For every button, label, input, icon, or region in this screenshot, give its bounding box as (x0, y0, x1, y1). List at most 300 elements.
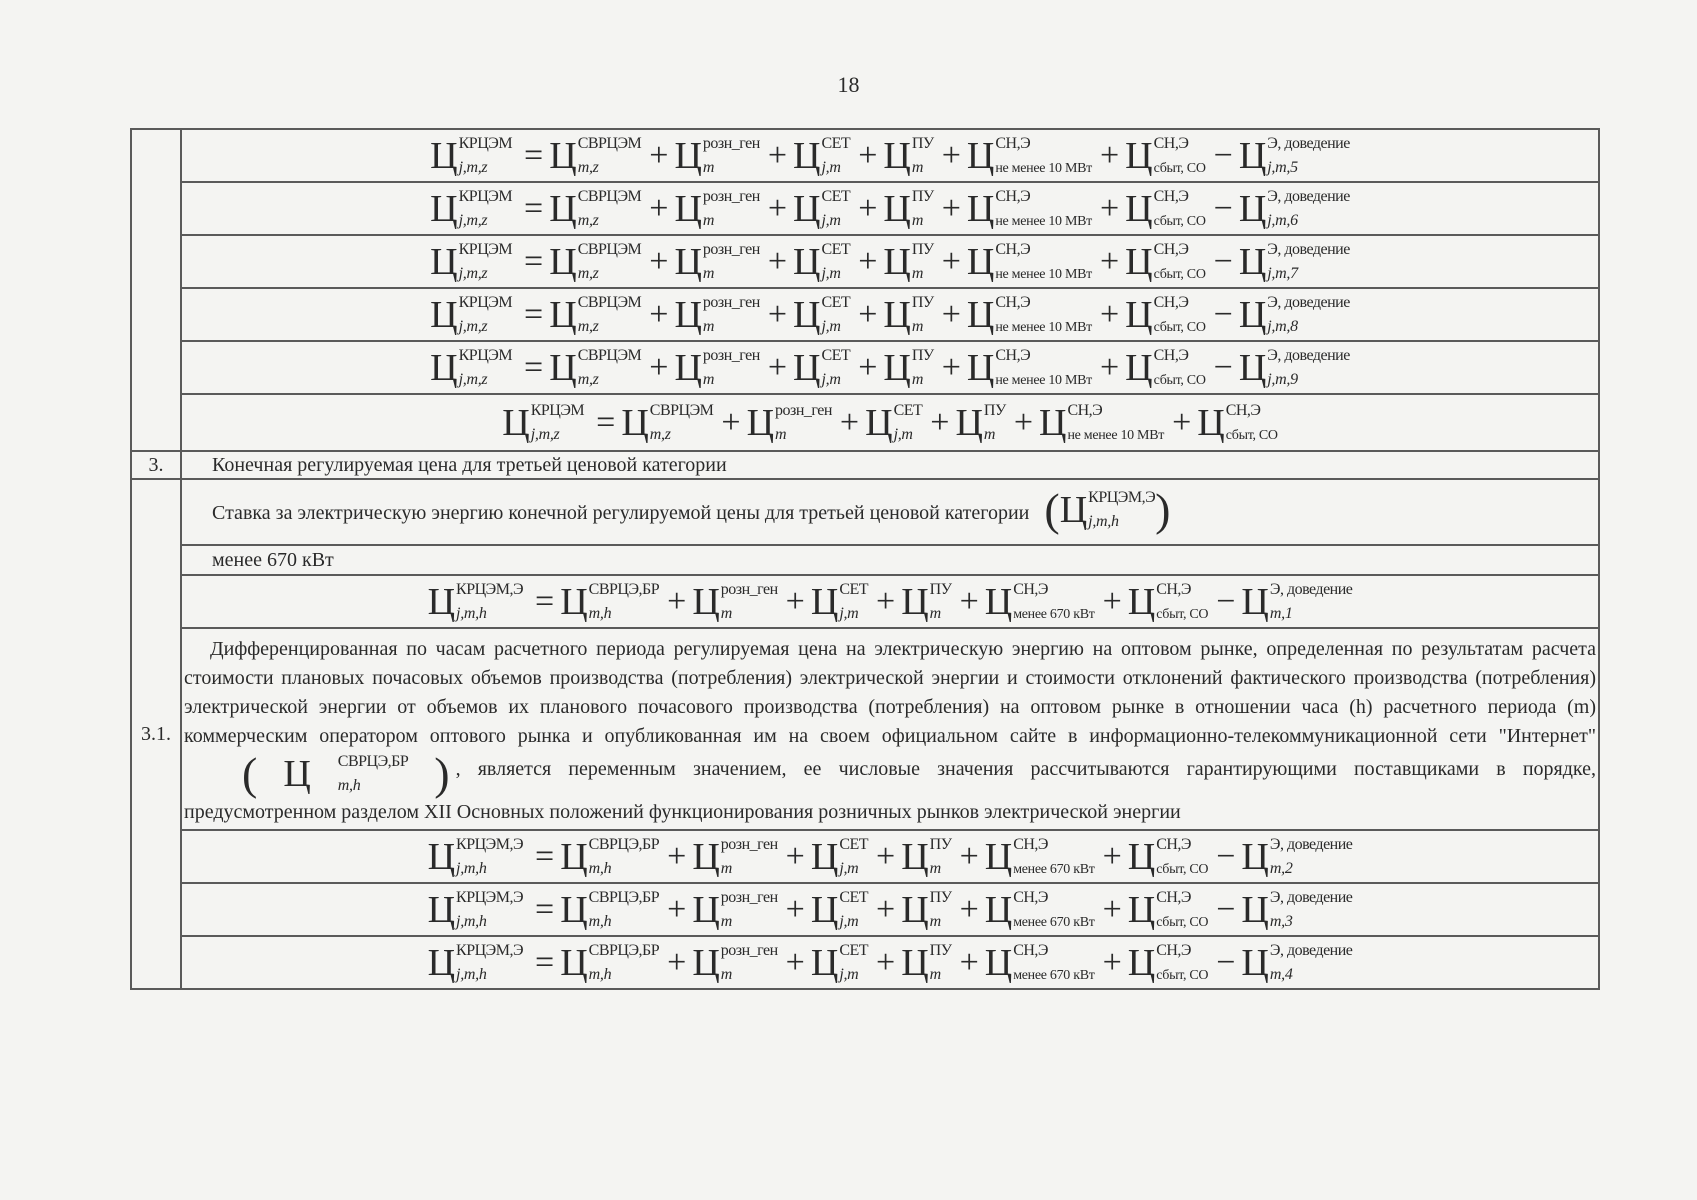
formula (430, 348, 1350, 388)
formula-term-2 (674, 295, 759, 335)
formula-term-1 (549, 295, 641, 335)
lhs-superscript: КРЦЭМ,Э (456, 888, 524, 906)
table-row (131, 129, 1599, 182)
plus-sign: + (941, 189, 961, 227)
formula-term-7 (1239, 295, 1350, 335)
plus-sign: + (649, 136, 669, 174)
formula-term-1 (560, 890, 659, 930)
paragraph-text-2: , является переменным значением, ее числовые значения рассчитываются гарантирующими поставщиками в порядке, предусмотренном разделом XII Основных положений функционирования розничных рынков электрической энергии (184, 758, 1596, 823)
equals-sign: = (524, 348, 544, 386)
price-symbol: Ц (1241, 580, 1269, 623)
term-subscript: сбыт, СО (1225, 427, 1278, 443)
term-subscript: не менее 10 МВт (1067, 427, 1165, 443)
term-superscript: розн_ген (775, 401, 832, 419)
price-table (130, 128, 1600, 990)
section-number: 3.1. (131, 479, 181, 989)
price-symbol: Ц (901, 580, 929, 623)
lhs-superscript: КРЦЭМ,Э (456, 580, 524, 598)
term-subscript: сбыт, СО (1153, 213, 1206, 229)
formula-term-4 (955, 403, 1005, 443)
term-superscript: СН,Э (995, 240, 1031, 258)
page-number: 18 (837, 72, 860, 97)
price-symbol: Ц (560, 580, 588, 623)
price-symbol: Ц (674, 187, 702, 230)
plus-sign: + (767, 242, 788, 280)
term-superscript: СВРЦЭМ (577, 187, 642, 205)
price-symbol: Ц (901, 941, 929, 984)
formula-term-4 (883, 136, 933, 176)
formula-term-2 (674, 189, 759, 229)
plus-sign: + (785, 890, 805, 928)
term-superscript: СН,Э (1156, 941, 1191, 959)
equals-sign: = (524, 136, 544, 174)
plus-sign: + (649, 348, 669, 386)
term-subscript: j,m (821, 317, 841, 335)
formula-row (181, 575, 1599, 628)
formula-lhs (428, 890, 523, 930)
table-row (131, 451, 1599, 479)
term-subscript: m,h (588, 604, 612, 622)
formula-term-4 (901, 890, 951, 930)
formula-term-3 (793, 136, 850, 176)
formula-term-1 (549, 189, 641, 229)
equals-sign: = (596, 403, 616, 441)
section-number: 3. (131, 451, 181, 479)
term-subscript: m (702, 370, 715, 388)
term-superscript: СЕТ (839, 941, 869, 959)
formula-term-6 (1128, 837, 1208, 877)
formula-term-5 (985, 582, 1095, 622)
term-subscript: m (911, 264, 924, 282)
term-subscript: m (702, 211, 715, 229)
formula (430, 136, 1350, 176)
price-symbol: Ц (810, 835, 839, 878)
capacity-caption: менее 670 кВт (181, 545, 1599, 575)
formula-term-5 (1039, 403, 1164, 443)
price-symbol: Ц (1238, 240, 1267, 283)
price-symbol: Ц (793, 187, 821, 230)
term-subscript: m,1 (1269, 604, 1293, 622)
minus-sign: − (1216, 943, 1236, 981)
price-symbol: Ц (984, 888, 1013, 931)
term-subscript: m (702, 158, 715, 176)
plus-sign: + (876, 890, 896, 928)
formula-term-4 (883, 242, 933, 282)
plus-sign: + (649, 189, 669, 227)
term-subscript: m (929, 912, 941, 930)
formula-term-1 (549, 348, 641, 388)
plus-sign: + (785, 837, 805, 875)
formula-row (181, 288, 1599, 341)
formula-lhs (430, 295, 512, 335)
term-superscript: СВРЦЭ,БР (588, 888, 660, 906)
table-row (131, 341, 1599, 394)
formula-term-6 (1125, 348, 1205, 388)
plus-sign: + (941, 348, 961, 386)
term-subscript: m,z (577, 317, 599, 335)
term-superscript: Э, доведение (1267, 240, 1350, 258)
price-symbol: Ц (549, 187, 577, 230)
formula-term-4 (883, 295, 933, 335)
table-row (131, 883, 1599, 936)
plus-sign: + (649, 295, 669, 333)
term-subscript: m,h (588, 912, 612, 930)
term-subscript: j,m (839, 965, 859, 983)
formula (428, 837, 1353, 877)
term-subscript: m,z (649, 425, 671, 443)
term-subscript: сбыт, СО (1156, 967, 1209, 983)
price-symbol: Ц (1127, 580, 1156, 623)
plus-sign: + (649, 242, 669, 280)
term-superscript: СН,Э (1013, 888, 1048, 906)
price-symbol: Ц (966, 346, 995, 389)
price-symbol: Ц (883, 293, 911, 336)
price-symbol: Ц (549, 293, 577, 336)
formula-lhs (430, 189, 512, 229)
plus-sign: + (858, 136, 878, 174)
term-subscript: m (702, 317, 715, 335)
term-subscript: менее 670 кВт (1013, 861, 1095, 877)
price-symbol: Ц (674, 293, 702, 336)
plus-sign: + (1099, 242, 1120, 280)
term-superscript: ПУ (983, 401, 1006, 419)
price-symbol: Ц (430, 346, 458, 389)
term-subscript: сбыт, СО (1156, 861, 1209, 877)
formula-term-5 (985, 890, 1095, 930)
term-superscript: СН,Э (995, 293, 1031, 311)
formula-term-6 (1128, 943, 1208, 983)
term-subscript: m,z (577, 158, 599, 176)
plus-sign: + (941, 242, 961, 280)
formula-lhs (502, 403, 584, 443)
term-subscript: m (702, 264, 715, 282)
formula-row (181, 883, 1599, 936)
formula-term-5 (985, 837, 1095, 877)
price-symbol: Ц (810, 941, 839, 984)
price-symbol: Ц (883, 240, 911, 283)
formula-term-2 (692, 943, 777, 983)
term-superscript: СН,Э (1153, 187, 1189, 205)
term-superscript: Э, доведение (1269, 888, 1353, 906)
price-symbol: Ц (674, 346, 702, 389)
plus-sign: + (930, 403, 950, 441)
term-superscript: ПУ (911, 293, 934, 311)
term-superscript: ПУ (911, 346, 934, 364)
term-subscript: j,m (893, 425, 913, 443)
price-symbol: Ц (793, 293, 821, 336)
formula-lhs (430, 242, 512, 282)
term-superscript: Э, доведение (1267, 293, 1350, 311)
price-symbol: Ц (901, 888, 929, 931)
price-symbol: Ц (1125, 346, 1153, 389)
lhs-superscript: КРЦЭМ (458, 240, 513, 258)
term-superscript: СЕТ (839, 835, 869, 853)
formula-term-5 (967, 348, 1092, 388)
plus-sign: + (767, 295, 788, 333)
term-superscript: СН,Э (1153, 134, 1189, 152)
formula-term-3 (811, 943, 868, 983)
price-symbol: Ц (793, 134, 821, 177)
formula-term-7 (1239, 242, 1350, 282)
price-symbol: Ц (1127, 888, 1156, 931)
term-subscript: m (720, 859, 733, 877)
table-row (131, 936, 1599, 989)
term-subscript: m (911, 317, 924, 335)
formula-term-7 (1241, 837, 1352, 877)
term-superscript: СВРЦЭ,БР (588, 941, 660, 959)
term-superscript: СЕТ (839, 888, 869, 906)
price-symbol: Ц (1241, 888, 1269, 931)
term-subscript: m (911, 211, 924, 229)
section-title: Конечная регулируемая цена для третьей ценовой категории (181, 451, 1599, 479)
price-symbol: Ц (692, 941, 720, 984)
formula-row (181, 394, 1599, 451)
term-superscript: розн_ген (720, 941, 778, 959)
table-row (131, 830, 1599, 883)
price-symbol: Ц (966, 134, 995, 177)
term-superscript: ПУ (929, 941, 952, 959)
formula-term-1 (560, 943, 659, 983)
term-superscript: ПУ (911, 187, 934, 205)
formula-term-6 (1128, 582, 1208, 622)
formula-row (181, 129, 1599, 182)
plus-sign: + (1172, 403, 1192, 441)
minus-sign: − (1216, 890, 1236, 928)
equals-sign: = (535, 837, 555, 875)
term-superscript: СЕТ (821, 240, 851, 258)
term-superscript: розн_ген (702, 346, 760, 364)
term-superscript: СН,Э (1013, 580, 1048, 598)
price-symbol: Ц (1125, 240, 1153, 283)
plus-sign: + (1013, 403, 1033, 441)
minus-sign: − (1213, 242, 1233, 280)
term-superscript: розн_ген (702, 187, 760, 205)
price-symbol: Ц (810, 580, 839, 623)
table-row (131, 479, 1599, 545)
term-superscript: СЕТ (839, 580, 869, 598)
formula-term-4 (901, 582, 951, 622)
formula-term-4 (901, 837, 951, 877)
price-symbol: Ц (966, 240, 995, 283)
formula-row (181, 182, 1599, 235)
term-subscript: m (720, 912, 733, 930)
lhs-subscript: j,m,h (456, 859, 487, 877)
price-symbol: Ц (692, 835, 720, 878)
term-superscript: СН,Э (1156, 888, 1191, 906)
formula-term-6 (1125, 295, 1205, 335)
formula-term-7 (1241, 582, 1352, 622)
formula-lhs (428, 582, 523, 622)
formula-row (181, 341, 1599, 394)
formula-term-4 (883, 189, 933, 229)
term-subscript: сбыт, СО (1153, 266, 1206, 282)
formula-term-3 (811, 890, 868, 930)
price-symbol: Ц (1125, 293, 1153, 336)
formula-term-3 (793, 295, 850, 335)
formula-term-7 (1239, 189, 1350, 229)
term-subscript: менее 670 кВт (1013, 606, 1095, 622)
term-superscript: СВРЦЭМ (577, 346, 642, 364)
formula-term-4 (901, 943, 951, 983)
formula-term-6 (1197, 403, 1277, 443)
plus-sign: + (1102, 837, 1122, 875)
term-subscript: j,m (839, 604, 859, 622)
formula (430, 295, 1350, 335)
term-superscript: СН,Э (1153, 293, 1189, 311)
term-subscript: менее 670 кВт (1013, 914, 1095, 930)
price-symbol: Ц (621, 401, 649, 444)
term-subscript: m,4 (1269, 965, 1293, 983)
price-symbol: Ц (955, 401, 983, 444)
plus-sign: + (667, 582, 687, 620)
term-superscript: розн_ген (702, 293, 760, 311)
price-symbol: Ц (502, 401, 530, 444)
term-subscript: сбыт, СО (1156, 606, 1209, 622)
term-subscript: не менее 10 МВт (995, 319, 1092, 335)
term-superscript: ПУ (911, 240, 934, 258)
term-subscript: j,m (821, 264, 841, 282)
rate-description-cell (181, 479, 1599, 545)
plus-sign: + (767, 348, 788, 386)
price-symbol: Ц (430, 134, 458, 177)
price-symbol: Ц (1238, 293, 1267, 336)
term-superscript: розн_ген (720, 888, 778, 906)
term-superscript: СЕТ (821, 187, 851, 205)
term-subscript: не менее 10 МВт (995, 372, 1092, 388)
formula-term-7 (1241, 890, 1352, 930)
price-symbol: Ц (1125, 134, 1153, 177)
formula-term-6 (1128, 890, 1208, 930)
formula-row (181, 235, 1599, 288)
price-symbol: Ц (430, 240, 458, 283)
formula-term-5 (985, 943, 1095, 983)
term-subscript: сбыт, СО (1153, 319, 1206, 335)
term-superscript: СЕТ (821, 346, 851, 364)
plus-sign: + (785, 582, 805, 620)
minus-sign: − (1213, 348, 1233, 386)
term-superscript: СВРЦЭМ (577, 240, 642, 258)
term-subscript: сбыт, СО (1153, 160, 1206, 176)
formula-term-5 (967, 295, 1092, 335)
term-superscript: СВРЦЭ,БР (588, 580, 660, 598)
term-subscript: m,z (577, 370, 599, 388)
term-superscript: СН,Э (1013, 835, 1048, 853)
plus-sign: + (858, 242, 878, 280)
price-symbol: Ц (1241, 835, 1269, 878)
term-superscript: Э, доведение (1269, 835, 1353, 853)
table-row (131, 575, 1599, 628)
term-subscript: m,z (577, 211, 599, 229)
price-symbol: Ц (430, 187, 458, 230)
term-subscript: m,h (588, 965, 612, 983)
term-subscript: не менее 10 МВт (995, 266, 1092, 282)
table-row (131, 545, 1599, 575)
price-symbol: Ц (549, 240, 577, 283)
formula-term-3 (811, 582, 868, 622)
term-superscript: розн_ген (702, 240, 760, 258)
term-subscript: m,z (577, 264, 599, 282)
formula-lhs (428, 837, 523, 877)
plus-sign: + (941, 295, 961, 333)
price-symbol: Ц (1241, 941, 1269, 984)
price-symbol: Ц (966, 187, 995, 230)
term-superscript: СЕТ (821, 293, 851, 311)
formula-term-7 (1239, 136, 1350, 176)
rate-description: Ставка за электрическую энергию конечной регулируемой цены для третьей ценовой категории (212, 502, 1030, 524)
minus-sign: − (1216, 582, 1236, 620)
formula-term-3 (793, 242, 850, 282)
definition-paragraph (181, 628, 1599, 830)
formula-term-1 (549, 242, 641, 282)
plus-sign: + (959, 837, 979, 875)
formula-term-1 (549, 136, 641, 176)
paragraph-text-1: Дифференцированная по часам расчетного периода регулируемая цена на электрическую энергию на оптовом рынке, определенная по результатам расчета стоимости плановых почасовых объемов производства (потребления) электрической энергии и стоимости отклонений фактического производства (потребления) электрической энергии от объемов их планового почасового производства (потребления) на оптовом рынке в отношении часа (h) расчетного периода (m) коммерческим оператором оптового рынка и опубликованная им на своем официальном сайте в информационно-телекоммуникационной сети "Интернет" (184, 638, 1596, 747)
lhs-subscript: j,m,h (456, 604, 487, 622)
term-superscript: СН,Э (995, 134, 1031, 152)
plus-sign: + (785, 943, 805, 981)
price-symbol: Ц (793, 346, 821, 389)
lhs-superscript: КРЦЭМ (458, 134, 513, 152)
term-subscript: m (983, 425, 996, 443)
term-superscript: СН,Э (1153, 346, 1189, 364)
lhs-subscript: j,m,z (458, 211, 488, 229)
term-superscript: Э, доведение (1269, 941, 1353, 959)
term-subscript: j,m,9 (1267, 370, 1298, 388)
formula-term-2 (674, 136, 759, 176)
formula-term-2 (692, 582, 777, 622)
term-subscript: j,m (821, 370, 841, 388)
formula-term-2 (747, 403, 832, 443)
term-superscript: СВРЦЭМ (649, 401, 714, 419)
term-subscript: j,m,6 (1267, 211, 1298, 229)
plus-sign: + (1099, 136, 1120, 174)
plus-sign: + (667, 890, 687, 928)
price-symbol: Ц (549, 134, 577, 177)
formula-term-6 (1125, 136, 1205, 176)
plus-sign: + (858, 348, 878, 386)
price-symbol: Ц (549, 346, 577, 389)
term-superscript: розн_ген (720, 835, 778, 853)
term-superscript: СН,Э (1225, 401, 1261, 419)
term-subscript: m,2 (1269, 859, 1293, 877)
formula-term-6 (1125, 242, 1205, 282)
price-symbol: Ц (865, 401, 893, 444)
price-symbol: Ц (1238, 187, 1267, 230)
price-symbol: Ц (1238, 134, 1267, 177)
plus-sign: + (767, 136, 788, 174)
term-superscript: СЕТ (821, 134, 851, 152)
price-symbol: Ц (1127, 835, 1156, 878)
table-row (131, 394, 1599, 451)
lhs-subscript: j,m,z (458, 370, 488, 388)
plus-sign: + (1102, 582, 1122, 620)
plus-sign: + (1099, 348, 1120, 386)
plus-sign: + (667, 943, 687, 981)
price-symbol: Ц (984, 941, 1013, 984)
plus-sign: + (941, 136, 961, 174)
equals-sign: = (524, 189, 544, 227)
formula (428, 582, 1353, 622)
formula-lhs (428, 943, 523, 983)
term-subscript: менее 670 кВт (1013, 967, 1095, 983)
term-subscript: m,h (588, 859, 612, 877)
lhs-superscript: КРЦЭМ,Э (456, 941, 524, 959)
plus-sign: + (876, 943, 896, 981)
price-symbol: Ц (560, 888, 588, 931)
term-subscript: m (911, 370, 924, 388)
plus-sign: + (959, 943, 979, 981)
formula (430, 242, 1350, 282)
